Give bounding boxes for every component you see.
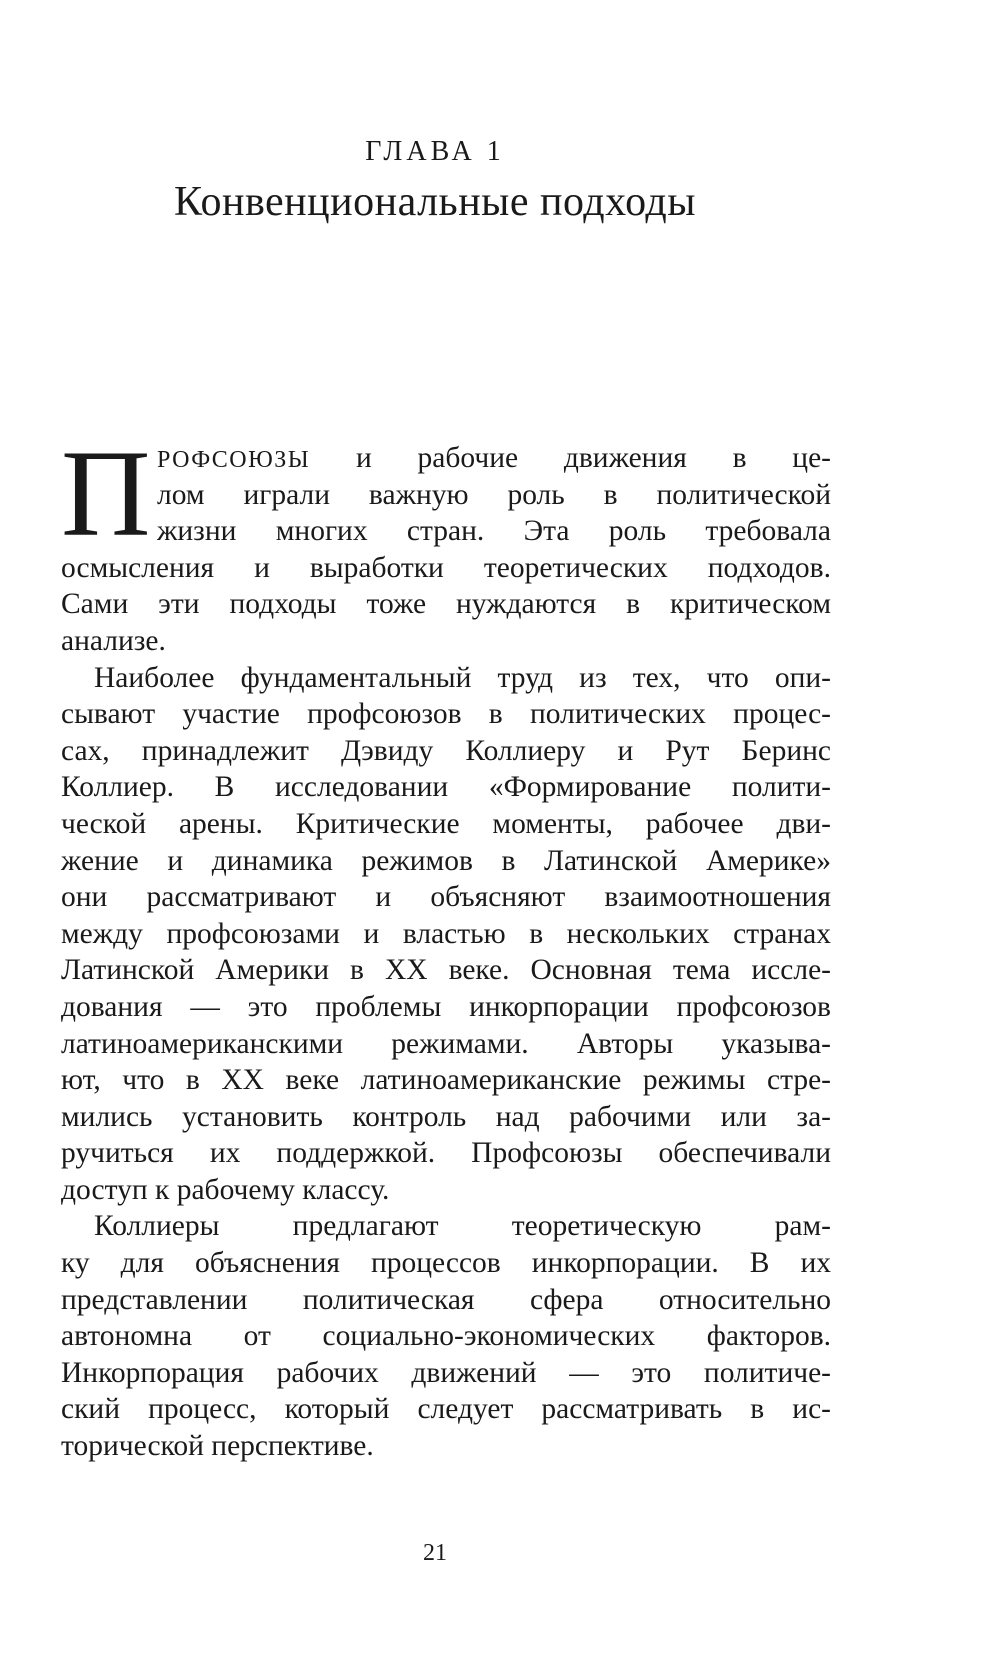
text-line: торической перспективе. bbox=[61, 1430, 374, 1463]
text-line: сах, принадлежит Дэвиду Коллиеру и Рут Беринс bbox=[61, 734, 831, 767]
text-line: латиноамериканскими режимами. Авторы указыва- bbox=[61, 1027, 831, 1060]
chapter-title: Конвенциональные подходы bbox=[174, 179, 696, 225]
text-line: Латинской Америки в XX веке. Основная тема иссле- bbox=[61, 954, 831, 987]
text-line: жение и динамика режимов в Латинской Америке» bbox=[61, 844, 831, 877]
text-line: Коллиеры предлагают теоретическую рам- bbox=[94, 1210, 831, 1243]
paragraph-1 bbox=[61, 425, 832, 660]
text-line: сывают участие профсоюзов в политических процес- bbox=[61, 698, 831, 731]
text-line: ческой арены. Критические моменты, рабочее дви- bbox=[61, 807, 831, 840]
text-line: они рассматривают и объясняют взаимоотношения bbox=[61, 881, 831, 914]
paragraph-2 bbox=[61, 660, 831, 1209]
first-word-smallcaps: РОФСОЮЗЫ bbox=[157, 447, 311, 473]
text-line: Наиболее фундаментальный труд из тех, что опи- bbox=[94, 661, 831, 694]
body-text bbox=[61, 425, 832, 1465]
text-line: между профсоюзами и властью в нескольких странах bbox=[61, 917, 831, 950]
text-line: Сами эти подходы тоже нуждаются в критическом bbox=[61, 588, 831, 621]
text-line: ский процесс, который следует рассматривать в ис- bbox=[61, 1393, 831, 1426]
text-line: анализе. bbox=[61, 624, 166, 657]
text-line: доступ к рабочему классу. bbox=[61, 1173, 390, 1206]
chapter-label: ГЛАВА 1 bbox=[365, 136, 505, 167]
text-line: жизни многих стран. Эта роль требовала bbox=[157, 515, 831, 548]
text-line: автономна от социально-экономических факторов. bbox=[61, 1320, 831, 1353]
text-line bbox=[61, 440, 831, 477]
page-number: 21 bbox=[423, 1540, 447, 1566]
drop-cap: П bbox=[61, 425, 151, 562]
text-line: ку для объяснения процессов инкорпорации. В их bbox=[61, 1247, 831, 1280]
paragraph-3 bbox=[61, 1208, 831, 1464]
text-line: осмысления и выработки теоретических подходов. bbox=[61, 551, 831, 584]
text-line: представлении политическая сфера относительно bbox=[61, 1283, 831, 1316]
line-text: и рабочие движения в це- bbox=[355, 442, 832, 474]
text-line: ручиться их поддержкой. Профсоюзы обеспечивали bbox=[61, 1137, 831, 1170]
text-line: мились установить контроль над рабочими или за- bbox=[61, 1100, 831, 1133]
text-line: ют, что в XX веке латиноамериканские режимы стре- bbox=[61, 1064, 831, 1097]
text-line: Коллиер. В исследовании «Формирование полити- bbox=[61, 771, 831, 804]
text-line: лом играли важную роль в политической bbox=[157, 478, 831, 511]
text-line: Инкорпорация рабочих движений — это политиче- bbox=[61, 1356, 831, 1389]
text-line: дования — это проблемы инкорпорации профсоюзов bbox=[61, 990, 831, 1023]
